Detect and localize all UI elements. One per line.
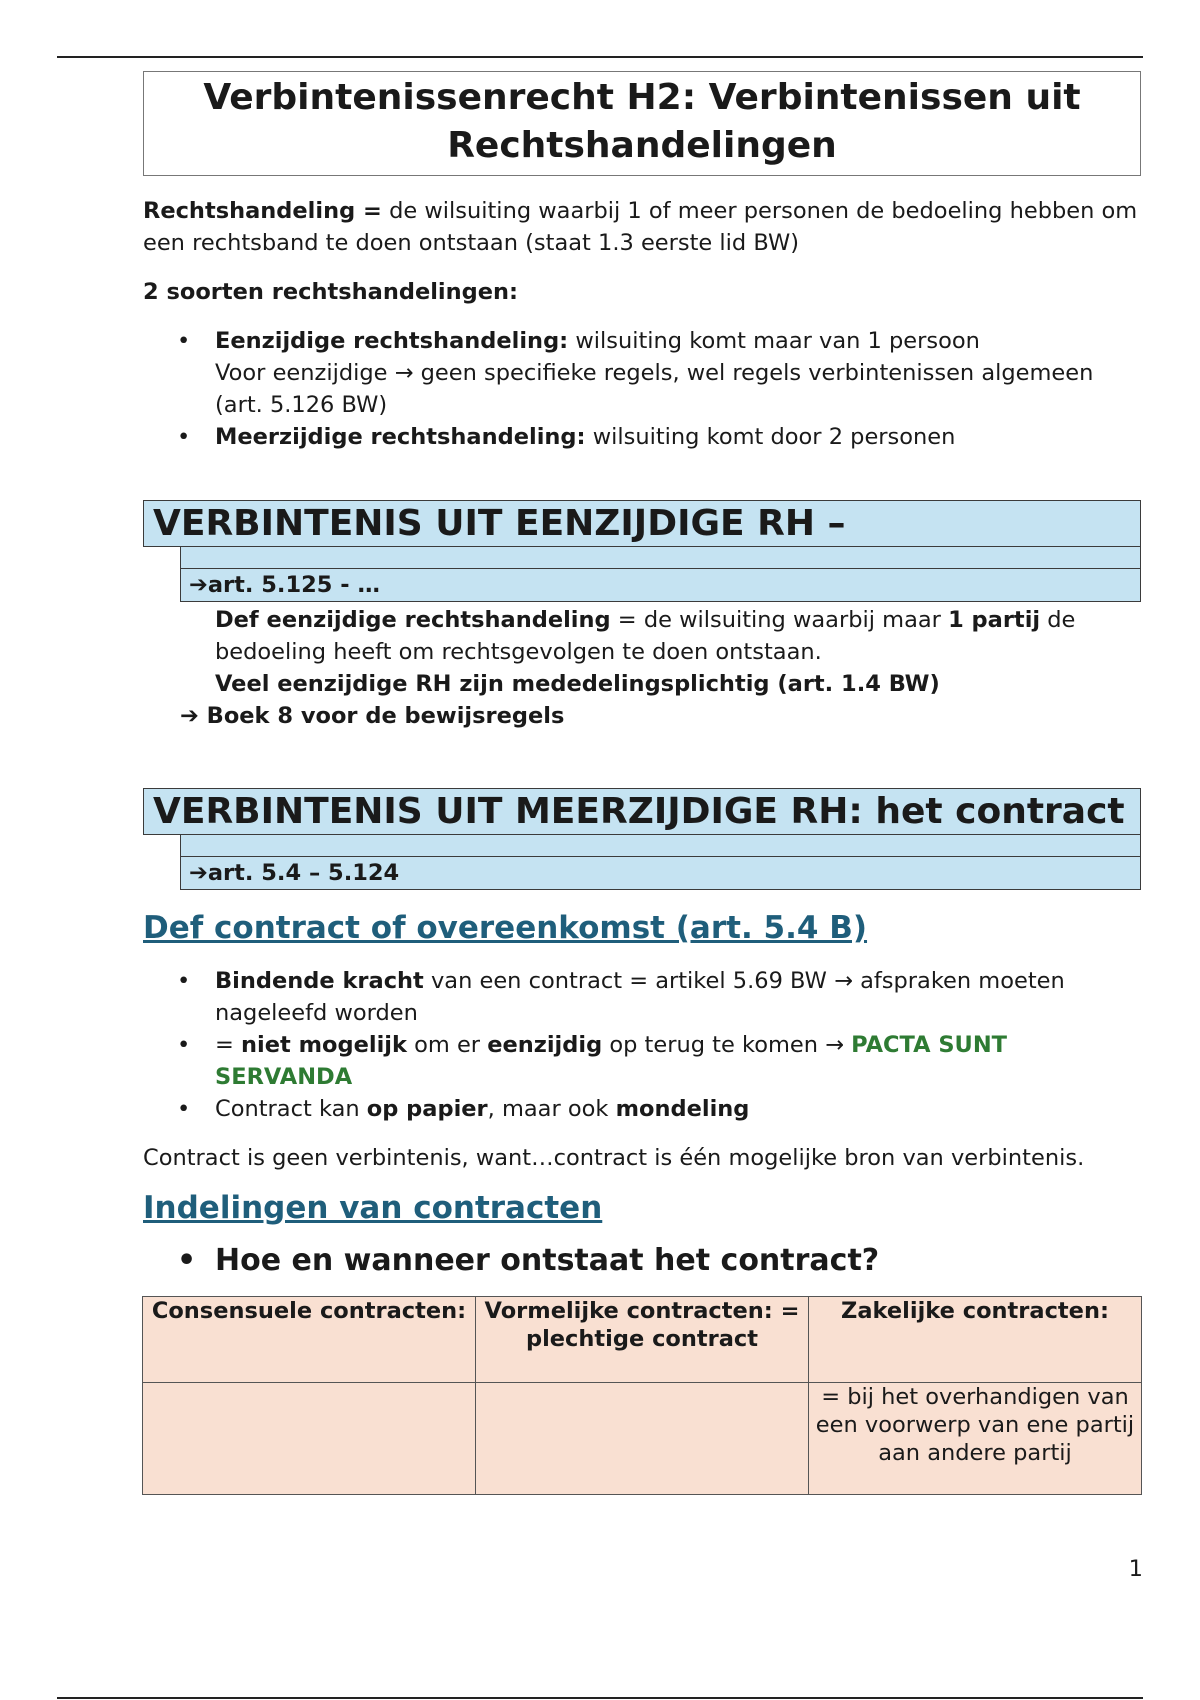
article-reference: ➔art. 5.4 – 5.124	[181, 856, 1140, 889]
heading-band-gap	[180, 835, 1141, 856]
document-title	[143, 71, 1141, 176]
intro-definition: de wilsuiting waarbij 1 of meer personen de bedoeling hebben om een rechtsband te doen ontstaan (staat 1.3 eerste lid BW)	[143, 198, 1138, 256]
list-item: • Hoe en wanneer ontstaat het contract?	[143, 1240, 1141, 1282]
types-heading: 2 soorten rechtshandelingen:	[143, 279, 519, 305]
contract-types-table	[142, 1296, 1142, 1495]
table-cell: = bij het overhandigen van een voorwerp van ene partij aan andere partij	[809, 1383, 1142, 1495]
indeling-heading[interactable]: Indelingen van contracten	[143, 1190, 603, 1226]
section-body	[143, 604, 1141, 700]
article-band	[180, 568, 1141, 602]
latin-phrase: PACTA SUNT SERVANDA	[215, 1032, 1007, 1090]
heading-band-gap	[180, 547, 1141, 568]
contract-bullets	[143, 965, 1141, 1125]
arrow-note: ➔ Boek 8 voor de bewijsregels	[180, 703, 565, 729]
table-header-cell: Zakelijke contracten:	[809, 1297, 1142, 1383]
top-rule	[57, 56, 1143, 58]
definition-paragraph: Def eenzijdige rechtshandeling = de wilsuiting waarbij maar 1 partij de bedoeling heeft om rechtsgevolgen te doen ontstaan.	[215, 607, 1076, 665]
bottom-rule	[57, 1697, 1143, 1699]
note-paragraph: Veel eenzijdige RH zijn mededelingsplichtig (art. 1.4 BW)	[215, 671, 940, 697]
list-item: • Meerzijdige rechtshandeling: wilsuiting komt door 2 personen	[143, 421, 1141, 453]
article-reference: ➔art. 5.125 - …	[181, 568, 1140, 601]
list-item: • Eenzijdige rechtshandeling: wilsuiting komt maar van 1 persoon Voor eenzijdige → geen specifieke regels, wel regels verbintenissen algemeen (art. 5.126 BW)	[143, 325, 1141, 421]
document-page	[143, 71, 1141, 1495]
closing-paragraph: Contract is geen verbintenis, want…contract is één mogelijke bron van verbintenis.	[143, 1145, 1085, 1171]
list-item: • Bindende kracht van een contract = artikel 5.69 BW → afspraken moeten nageleefd worden	[143, 965, 1141, 1029]
section-heading: VERBINTENIS UIT MEERZIJDIGE RH: het contract	[143, 788, 1141, 835]
title-line-1: Verbintenissenrecht H2: Verbintenissen uit	[203, 77, 1081, 118]
intro-term: Rechtshandeling =	[143, 198, 382, 224]
contract-definition-heading[interactable]: Def contract of overeenkomst (art. 5.4 B)	[143, 910, 868, 946]
table-cell	[476, 1383, 809, 1495]
section-heading: VERBINTENIS UIT EENZIJDIGE RH –	[143, 500, 1141, 547]
page-number: 1	[1128, 1556, 1143, 1582]
types-list	[143, 325, 1141, 453]
title-line-2: Rechtshandelingen	[447, 125, 837, 166]
table-header-cell: Consensuele contracten:	[143, 1297, 476, 1383]
list-item: • Contract kan op papier, maar ook mondeling	[143, 1093, 1141, 1125]
section-eenzijdig	[143, 500, 1141, 732]
table-cell	[143, 1383, 476, 1495]
table-header-cell: Vormelijke contracten: = plechtige contract	[476, 1297, 809, 1383]
indeling-question-list	[143, 1240, 1141, 1282]
list-item: • = niet mogelijk om er eenzijdig op terug te komen → PACTA SUNT SERVANDA	[143, 1029, 1141, 1093]
intro-paragraph	[143, 195, 1141, 259]
section-meerzijdig	[143, 788, 1141, 890]
table-row	[143, 1383, 1142, 1495]
table-header-row	[143, 1297, 1142, 1383]
article-band	[180, 856, 1141, 890]
